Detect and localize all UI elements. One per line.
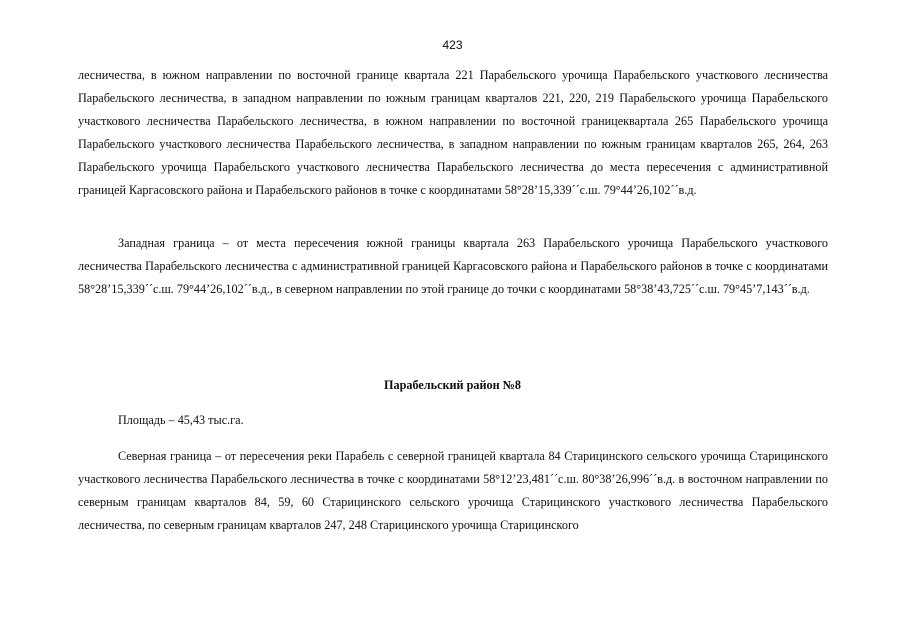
- page-number: 423: [442, 38, 463, 52]
- section-heading: Парабельский район №8: [384, 378, 521, 392]
- paragraph-continuation: лесничества, в южном направлении по восточной границе квартала 221 Парабельского урочища Парабельского участкового лесничества Парабельского лесничества, в западном направлении по южным границам кварталов 221, 220, 219 Парабельского урочища Парабельского участкового лесничества Парабельского лесничества, в южном направлении по восточной границеквартала 265 Парабельского урочища Парабельского участкового лесничества Парабельского лесничества, в западном направлении по южным границам кварталов 265, 264, 263 Парабельского урочища Парабельского участкового лесничества Парабельского лесничества до места пересечения с административной границей Каргасовского района и Парабельского районов в точке с координатами 58°28’15,339´´с.ш. 79°44’26,102´´в.д.: [78, 68, 828, 197]
- paragraph-northern-border: Северная граница – от пересечения реки Парабель с северной границей квартала 84 Старицинского сельского урочища Старицинского участкового лесничества Парабельского лесничества в точке с координатами 58°12’23,481´´с.ш. 80°38’26,996´´в.д. в восточном направлении по северным границам кварталов 84, 59, 60 Старицинского сельского урочища Старицинского участкового лесничества Парабельского лесничества, по северным границам кварталов 247, 248 Старицинского урочища Старицинского: [78, 449, 828, 532]
- paragraph-western-border: Западная граница – от места пересечения южной границы квартала 263 Парабельского урочища Парабельского участкового лесничества Парабельского лесничества с административной границей Каргасовского района и Парабельского районов в точке с координатами 58°28’15,339´´с.ш. 79°44’26,102´´в.д., в северном направлении по этой границе до точки с координатами 58°38’43,725´´с.ш. 79°45’7,143´´в.д.: [78, 236, 828, 296]
- paragraph-area: Площадь – 45,43 тыс.га.: [118, 413, 244, 427]
